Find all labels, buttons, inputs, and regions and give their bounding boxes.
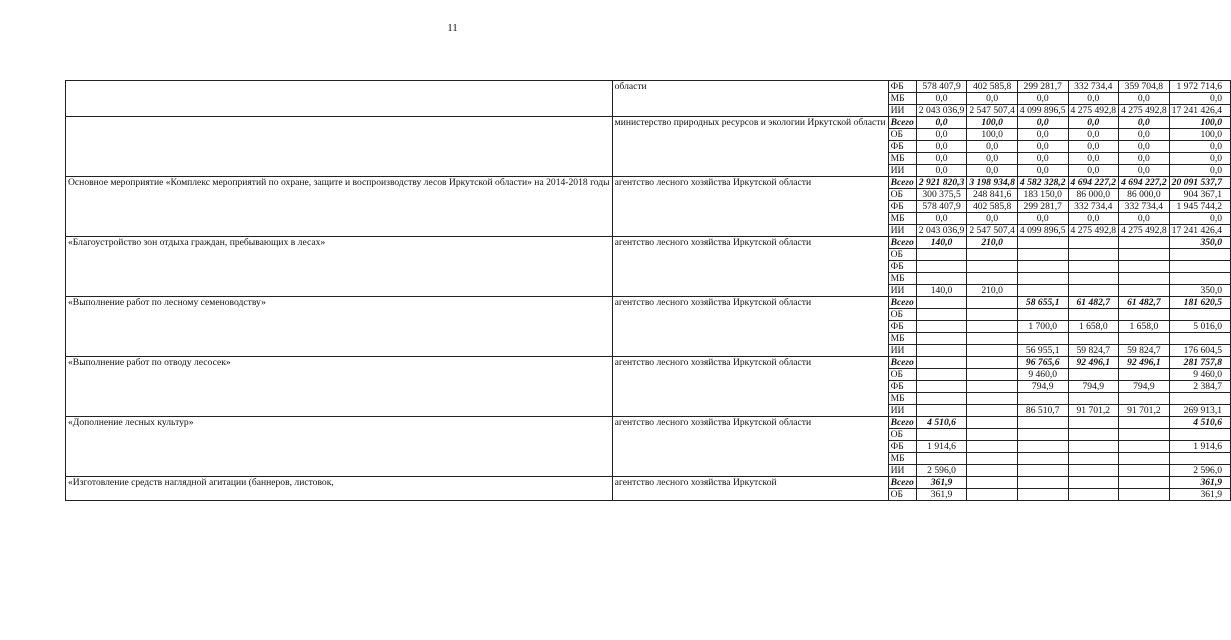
source-cell: ФБ <box>888 201 916 213</box>
value-cell: 20 091 537,7 <box>1169 177 1230 189</box>
value-cell: 86 000,0 <box>1068 189 1119 201</box>
value-cell: 332 734,4 <box>1068 201 1119 213</box>
value-cell: 0,0 <box>1068 153 1119 165</box>
value-cell <box>1017 417 1068 429</box>
event-cell: «Дополнение лесных культур» <box>66 417 613 477</box>
value-cell: 3 198 934,8 <box>967 177 1018 189</box>
value-cell: 5 016,0 <box>1169 321 1230 333</box>
value-cell: 2 043 036,9 <box>916 105 967 117</box>
value-cell: 1 945 744,2 <box>1169 201 1230 213</box>
value-cell: 0,0 <box>916 165 967 177</box>
value-cell: 4 275 492,8 <box>1119 105 1170 117</box>
value-cell <box>1068 393 1119 405</box>
value-cell <box>967 441 1018 453</box>
value-cell <box>916 249 967 261</box>
event-cell: «Выполнение работ по лесному семеноводству» <box>66 297 613 357</box>
value-cell: 0,0 <box>967 141 1018 153</box>
value-cell: 0,0 <box>1169 165 1230 177</box>
table-row <box>66 297 1231 309</box>
value-cell: 0,0 <box>1068 93 1119 105</box>
value-cell: 332 734,4 <box>1068 81 1119 93</box>
value-cell <box>967 453 1018 465</box>
value-cell: 299 281,7 <box>1017 201 1068 213</box>
value-cell <box>1119 309 1170 321</box>
value-cell: 794,9 <box>1068 381 1119 393</box>
value-cell: 350,0 <box>1169 285 1230 297</box>
value-cell <box>1119 237 1170 249</box>
value-cell: 4 099 896,5 <box>1017 105 1068 117</box>
table-row <box>66 177 1231 189</box>
value-cell: 0,0 <box>1068 141 1119 153</box>
value-cell: 4 275 492,8 <box>1119 225 1170 237</box>
value-cell: 92 496,1 <box>1119 357 1170 369</box>
value-cell: 0,0 <box>916 93 967 105</box>
table-row <box>66 357 1231 369</box>
value-cell: 183 150,0 <box>1017 189 1068 201</box>
value-cell: 2 921 820,3 <box>916 177 967 189</box>
value-cell: 4 694 227,2 <box>1119 177 1170 189</box>
value-cell: 4 275 492,8 <box>1068 105 1119 117</box>
value-cell <box>1169 429 1230 441</box>
value-cell <box>1017 465 1068 477</box>
event-cell <box>66 117 613 177</box>
value-cell: 4 275 492,8 <box>1068 225 1119 237</box>
value-cell: 0,0 <box>1017 117 1068 129</box>
value-cell: 361,9 <box>916 477 967 489</box>
value-cell: 100,0 <box>1169 129 1230 141</box>
value-cell: 140,0 <box>916 285 967 297</box>
value-cell: 402 585,8 <box>967 201 1018 213</box>
value-cell <box>967 405 1018 417</box>
value-cell <box>1068 477 1119 489</box>
source-cell: ОБ <box>888 189 916 201</box>
value-cell: 0,0 <box>1017 141 1068 153</box>
executor-cell: агентство лесного хозяйства Иркутской <box>612 477 888 501</box>
value-cell: 0,0 <box>916 153 967 165</box>
event-cell: «Изготовление средств наглядной агитации (баннеров, листовок, <box>66 477 613 501</box>
value-cell: 361,9 <box>916 489 967 501</box>
value-cell <box>916 369 967 381</box>
value-cell: 904 367,1 <box>1169 189 1230 201</box>
executor-cell: агентство лесного хозяйства Иркутской области <box>612 237 888 297</box>
value-cell: 1 658,0 <box>1119 321 1170 333</box>
source-cell: ИИ <box>888 105 916 117</box>
source-cell: МБ <box>888 153 916 165</box>
value-cell <box>1068 453 1119 465</box>
value-cell <box>967 477 1018 489</box>
value-cell <box>1119 393 1170 405</box>
event-cell: Основное мероприятие «Комплекс мероприятий по охране, защите и воспроизводству лесов Иркутской области» на 2014-2018 годы <box>66 177 613 237</box>
value-cell <box>1068 429 1119 441</box>
value-cell <box>1119 333 1170 345</box>
value-cell <box>916 309 967 321</box>
value-cell <box>1119 453 1170 465</box>
value-cell: 96 765,6 <box>1017 357 1068 369</box>
event-cell: «Выполнение работ по отводу лесосек» <box>66 357 613 417</box>
value-cell: 0,0 <box>1169 93 1230 105</box>
value-cell <box>1068 333 1119 345</box>
value-cell: 9 460,0 <box>1017 369 1068 381</box>
value-cell <box>967 309 1018 321</box>
value-cell <box>916 321 967 333</box>
value-cell: 59 824,7 <box>1119 345 1170 357</box>
table-row <box>66 81 1231 93</box>
value-cell: 0,0 <box>916 117 967 129</box>
executor-cell: агентство лесного хозяйства Иркутской области <box>612 177 888 237</box>
value-cell: 281 757,8 <box>1169 357 1230 369</box>
value-cell <box>1068 309 1119 321</box>
value-cell <box>967 249 1018 261</box>
value-cell: 0,0 <box>1119 153 1170 165</box>
value-cell: 181 620,5 <box>1169 297 1230 309</box>
value-cell: 2 547 507,4 <box>967 225 1018 237</box>
value-cell <box>1068 417 1119 429</box>
value-cell: 0,0 <box>1169 213 1230 225</box>
source-cell: Всего <box>888 117 916 129</box>
value-cell <box>967 369 1018 381</box>
value-cell <box>1068 441 1119 453</box>
value-cell <box>1119 249 1170 261</box>
value-cell: 9 460,0 <box>1169 369 1230 381</box>
value-cell: 91 701,2 <box>1068 405 1119 417</box>
value-cell <box>967 273 1018 285</box>
source-cell: ИИ <box>888 225 916 237</box>
value-cell <box>1169 393 1230 405</box>
source-cell: ИИ <box>888 285 916 297</box>
value-cell: 0,0 <box>1119 165 1170 177</box>
value-cell: 0,0 <box>967 165 1018 177</box>
source-cell: Всего <box>888 477 916 489</box>
value-cell <box>916 273 967 285</box>
value-cell: 0,0 <box>1068 129 1119 141</box>
value-cell <box>1169 273 1230 285</box>
source-cell: Всего <box>888 417 916 429</box>
value-cell: 794,9 <box>1017 381 1068 393</box>
value-cell <box>1119 285 1170 297</box>
table-row <box>66 477 1231 489</box>
value-cell <box>1068 489 1119 501</box>
value-cell <box>916 429 967 441</box>
value-cell <box>1017 273 1068 285</box>
value-cell: 59 824,7 <box>1068 345 1119 357</box>
value-cell <box>1169 261 1230 273</box>
source-cell: Всего <box>888 297 916 309</box>
source-cell: ИИ <box>888 165 916 177</box>
value-cell <box>1017 477 1068 489</box>
source-cell: ИИ <box>888 405 916 417</box>
source-cell: МБ <box>888 333 916 345</box>
value-cell <box>967 333 1018 345</box>
page-number: 11 <box>447 22 458 34</box>
value-cell <box>1119 429 1170 441</box>
value-cell: 100,0 <box>967 117 1018 129</box>
value-cell: 332 734,4 <box>1119 201 1170 213</box>
value-cell: 0,0 <box>1068 165 1119 177</box>
value-cell: 58 655,1 <box>1017 297 1068 309</box>
value-cell: 176 604,5 <box>1169 345 1230 357</box>
source-cell: ФБ <box>888 381 916 393</box>
value-cell: 2 043 036,9 <box>916 225 967 237</box>
value-cell: 0,0 <box>1017 153 1068 165</box>
budget-table <box>65 80 1231 501</box>
source-cell: ИИ <box>888 345 916 357</box>
value-cell <box>1068 249 1119 261</box>
value-cell: 578 407,9 <box>916 201 967 213</box>
source-cell: ОБ <box>888 129 916 141</box>
event-cell <box>66 81 613 117</box>
source-cell: МБ <box>888 393 916 405</box>
value-cell: 4 099 896,5 <box>1017 225 1068 237</box>
value-cell: 1 658,0 <box>1068 321 1119 333</box>
value-cell: 794,9 <box>1119 381 1170 393</box>
value-cell: 1 914,6 <box>1169 441 1230 453</box>
value-cell: 56 955,1 <box>1017 345 1068 357</box>
value-cell <box>1017 489 1068 501</box>
value-cell: 91 701,2 <box>1119 405 1170 417</box>
source-cell: ОБ <box>888 249 916 261</box>
value-cell <box>1119 465 1170 477</box>
value-cell: 269 913,1 <box>1169 405 1230 417</box>
value-cell <box>1119 489 1170 501</box>
value-cell: 2 596,0 <box>916 465 967 477</box>
value-cell: 2 384,7 <box>1169 381 1230 393</box>
value-cell <box>967 261 1018 273</box>
value-cell: 17 241 426,4 <box>1169 105 1230 117</box>
event-cell: «Благоустройство зон отдыха граждан, пребывающих в лесах» <box>66 237 613 297</box>
value-cell: 0,0 <box>1119 141 1170 153</box>
value-cell <box>1017 393 1068 405</box>
value-cell: 359 704,8 <box>1119 81 1170 93</box>
value-cell <box>1169 249 1230 261</box>
source-cell: ОБ <box>888 309 916 321</box>
value-cell <box>967 357 1018 369</box>
value-cell <box>967 345 1018 357</box>
executor-cell: министерство природных ресурсов и экологии Иркутской области <box>612 117 888 177</box>
value-cell: 361,9 <box>1169 489 1230 501</box>
value-cell: 1 914,6 <box>916 441 967 453</box>
value-cell: 4 694 227,2 <box>1068 177 1119 189</box>
table-row <box>66 237 1231 249</box>
source-cell: ОБ <box>888 489 916 501</box>
value-cell <box>1017 441 1068 453</box>
source-cell: ФБ <box>888 141 916 153</box>
value-cell <box>1068 369 1119 381</box>
value-cell: 2 547 507,4 <box>967 105 1018 117</box>
value-cell: 350,0 <box>1169 237 1230 249</box>
value-cell <box>1119 417 1170 429</box>
value-cell <box>967 465 1018 477</box>
executor-cell: агентство лесного хозяйства Иркутской области <box>612 417 888 477</box>
table-row <box>66 117 1231 129</box>
source-cell: МБ <box>888 93 916 105</box>
source-cell: ОБ <box>888 369 916 381</box>
source-cell: Всего <box>888 237 916 249</box>
value-cell: 100,0 <box>1169 117 1230 129</box>
source-cell: ОБ <box>888 429 916 441</box>
value-cell: 86 000,0 <box>1119 189 1170 201</box>
value-cell: 299 281,7 <box>1017 81 1068 93</box>
source-cell: Всего <box>888 177 916 189</box>
value-cell: 61 482,7 <box>1068 297 1119 309</box>
value-cell: 578 407,9 <box>916 81 967 93</box>
value-cell: 0,0 <box>1169 141 1230 153</box>
value-cell: 210,0 <box>967 237 1018 249</box>
value-cell <box>967 381 1018 393</box>
value-cell <box>1017 285 1068 297</box>
value-cell <box>967 393 1018 405</box>
value-cell: 140,0 <box>916 237 967 249</box>
value-cell <box>916 333 967 345</box>
value-cell: 100,0 <box>967 129 1018 141</box>
value-cell: 0,0 <box>967 153 1018 165</box>
value-cell <box>967 429 1018 441</box>
value-cell: 1 700,0 <box>1017 321 1068 333</box>
value-cell <box>1017 249 1068 261</box>
source-cell: МБ <box>888 213 916 225</box>
value-cell: 4 510,6 <box>1169 417 1230 429</box>
value-cell: 0,0 <box>967 93 1018 105</box>
value-cell: 300 375,5 <box>916 189 967 201</box>
value-cell: 402 585,8 <box>967 81 1018 93</box>
value-cell: 0,0 <box>1119 213 1170 225</box>
value-cell: 248 841,6 <box>967 189 1018 201</box>
value-cell: 361,9 <box>1169 477 1230 489</box>
value-cell: 0,0 <box>1017 165 1068 177</box>
value-cell <box>967 297 1018 309</box>
value-cell: 2 596,0 <box>1169 465 1230 477</box>
value-cell: 0,0 <box>1017 93 1068 105</box>
value-cell: 0,0 <box>916 141 967 153</box>
executor-cell: агентство лесного хозяйства Иркутской области <box>612 357 888 417</box>
value-cell <box>967 321 1018 333</box>
value-cell <box>1119 273 1170 285</box>
value-cell <box>916 261 967 273</box>
executor-cell: области <box>612 81 888 117</box>
value-cell <box>916 297 967 309</box>
value-cell <box>1017 453 1068 465</box>
value-cell <box>1068 237 1119 249</box>
value-cell <box>1169 309 1230 321</box>
value-cell: 0,0 <box>1068 117 1119 129</box>
value-cell <box>916 345 967 357</box>
value-cell <box>1119 261 1170 273</box>
value-cell: 0,0 <box>916 129 967 141</box>
value-cell <box>1169 453 1230 465</box>
value-cell <box>1017 237 1068 249</box>
value-cell <box>1068 273 1119 285</box>
value-cell: 0,0 <box>1017 213 1068 225</box>
value-cell <box>916 357 967 369</box>
value-cell: 0,0 <box>1169 153 1230 165</box>
source-cell: ФБ <box>888 261 916 273</box>
value-cell <box>1017 333 1068 345</box>
value-cell: 0,0 <box>1017 129 1068 141</box>
value-cell: 0,0 <box>1068 213 1119 225</box>
source-cell: МБ <box>888 273 916 285</box>
value-cell <box>916 393 967 405</box>
value-cell: 0,0 <box>967 213 1018 225</box>
value-cell <box>1017 429 1068 441</box>
value-cell <box>1119 369 1170 381</box>
value-cell <box>916 453 967 465</box>
value-cell <box>1017 261 1068 273</box>
value-cell: 61 482,7 <box>1119 297 1170 309</box>
value-cell: 0,0 <box>1119 117 1170 129</box>
value-cell <box>1068 285 1119 297</box>
value-cell: 17 241 426,4 <box>1169 225 1230 237</box>
value-cell <box>1068 261 1119 273</box>
value-cell <box>1119 441 1170 453</box>
table-row <box>66 417 1231 429</box>
value-cell <box>1068 465 1119 477</box>
value-cell: 4 582 328,2 <box>1017 177 1068 189</box>
value-cell <box>1017 309 1068 321</box>
value-cell <box>916 381 967 393</box>
value-cell <box>967 417 1018 429</box>
executor-cell: агентство лесного хозяйства Иркутской области <box>612 297 888 357</box>
value-cell <box>967 489 1018 501</box>
source-cell: Всего <box>888 357 916 369</box>
value-cell: 1 972 714,6 <box>1169 81 1230 93</box>
value-cell: 0,0 <box>1119 93 1170 105</box>
value-cell: 0,0 <box>1119 129 1170 141</box>
value-cell: 0,0 <box>916 213 967 225</box>
value-cell <box>1119 477 1170 489</box>
source-cell: МБ <box>888 453 916 465</box>
value-cell: 210,0 <box>967 285 1018 297</box>
source-cell: ФБ <box>888 81 916 93</box>
value-cell <box>1169 333 1230 345</box>
source-cell: ФБ <box>888 441 916 453</box>
source-cell: ФБ <box>888 321 916 333</box>
value-cell: 4 510,6 <box>916 417 967 429</box>
value-cell: 92 496,1 <box>1068 357 1119 369</box>
value-cell: 86 510,7 <box>1017 405 1068 417</box>
value-cell <box>916 405 967 417</box>
source-cell: ИИ <box>888 465 916 477</box>
